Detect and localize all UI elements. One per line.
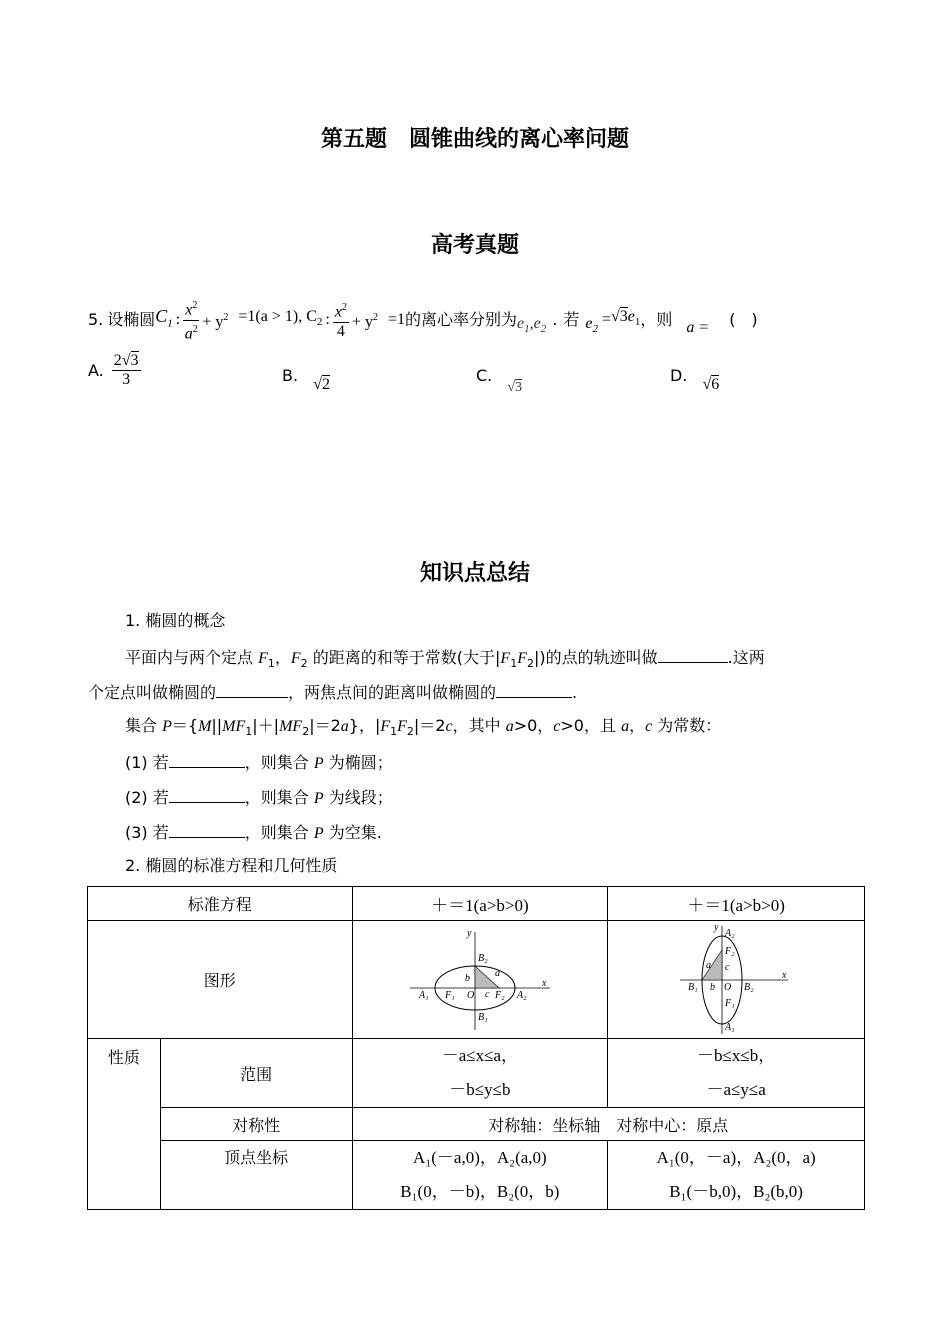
section-heading-exam: 高考真题 [430, 233, 519, 258]
vertex-h-line-2: B₁(0，－b)，B₂(0，b) [400, 1182, 560, 1201]
plus-y2-2: + $y^2$ [351, 311, 378, 331]
ellipse-horizontal-figure [405, 926, 555, 1034]
blank-case-3[interactable] [169, 821, 245, 838]
eq1: =1(a > 1), $C_2$ [238, 308, 323, 329]
cell-equation-vertical: ＋＝1(a>b>0) [608, 887, 865, 921]
cell-symmetry-label: 对称性 [160, 1108, 352, 1141]
item2-title: 2. 椭圆的标准方程和几何性质 [125, 856, 338, 875]
blank-focal-distance[interactable] [496, 681, 572, 698]
option-b-value: √2 [313, 376, 330, 393]
vertex-v-line-1: A₁(0，－a)，A₂(0，a) [656, 1148, 816, 1167]
range-v-line-1: －b≤x≤b， [697, 1046, 776, 1065]
option-a-value: $\frac{2√3}{3}$ [113, 352, 139, 388]
cell-vertex-vertical [608, 1141, 865, 1210]
cell-graph-horizontal [352, 921, 608, 1039]
label-a: a [494, 967, 500, 979]
if: 若 [563, 310, 580, 329]
focal-triangle-v [702, 950, 722, 980]
label-o-v: O [724, 981, 732, 993]
range-v-line-2: －a≤y≤a [706, 1080, 766, 1099]
eq-sqrt: = [601, 311, 611, 328]
table-row-vertex [88, 1141, 865, 1210]
cell-vertex-horizontal [352, 1141, 608, 1210]
option-d-value: √6 [702, 376, 720, 393]
question-lead: 设椭圆 [107, 310, 156, 329]
paragraph-set: 集合 $P=\{M||MF_1|+|MF_2|=2a\}$，$|F_1F_2|=2c$，其中 a>0，c>0，且 a，c 为常数： [125, 716, 722, 739]
item1-title: 1. 椭圆的概念 [125, 611, 226, 630]
label-a1-v: A₁ [725, 1021, 735, 1033]
range-h-line-1: －a≤x≤a， [441, 1046, 519, 1065]
option-b[interactable] [282, 366, 330, 393]
label-b: b [464, 972, 470, 984]
table-row-symmetry [88, 1108, 865, 1141]
blank-case-2[interactable] [169, 786, 245, 803]
table-row-graph [88, 921, 865, 1039]
cell-graph-vertical [608, 921, 865, 1039]
cell-range-vertical [608, 1039, 865, 1108]
a-equals: a = [686, 319, 710, 336]
page-title: 第五题 圆锥曲线的离心率问题 [320, 127, 629, 152]
c1-label: $C_1$ [155, 306, 173, 330]
then: ，则 [640, 310, 673, 329]
ellipse-properties-table [87, 886, 865, 1210]
label-f1-v: F₁ [725, 997, 735, 1009]
question-mid: 的离心率分别为 [405, 310, 518, 329]
label-x: x [541, 977, 547, 989]
sqrt3-e1: $√3e_1$ [610, 308, 641, 329]
blank-foci[interactable] [216, 681, 288, 698]
option-d[interactable] [670, 366, 720, 393]
label-x-v: x [782, 969, 787, 981]
option-a[interactable] [88, 352, 141, 389]
option-d-label: D. [670, 366, 688, 385]
label-f2-v: F₂ [725, 945, 735, 957]
cell-standard-equation: 标准方程 [88, 887, 353, 921]
section-heading-summary: 知识点总结 [419, 561, 530, 586]
option-a-label: A. [88, 360, 104, 380]
cell-range-horizontal [352, 1039, 608, 1108]
label-b2-v: B₂ [744, 981, 754, 993]
range-h-line-2: －b≤y≤b [449, 1080, 511, 1099]
frac-x2-4: $\frac{x^2}{4}$ [333, 299, 349, 340]
case-1: (1) 若 ，则集合 P 为椭圆； [125, 753, 393, 772]
option-b-label: B. [282, 366, 299, 385]
frac-x2-a2: $\frac{x^2}{a^2}$ [183, 297, 199, 343]
colon: : [175, 311, 181, 328]
cell-equation-horizontal: ＋＝1(a>b>0) [352, 887, 608, 921]
paragraph-definition-1: 平面内与两个定点 $F_1$，$F_2$ 的距离的和等于常数(大于$|F_1F_2|$)的点的轨迹叫做 .这两 [125, 648, 765, 671]
paragraph-definition-2: 个定点叫做椭圆的 ，两焦点间的距离叫做椭圆的 . [88, 683, 578, 702]
question-number: 5. [88, 310, 104, 329]
cell-symmetry: 对称轴：坐标轴 对称中心：原点 [352, 1108, 865, 1141]
cell-properties: 性质 [88, 1039, 161, 1210]
cell-range-label: 范围 [160, 1039, 352, 1108]
cell-vertex-label: 顶点坐标 [160, 1141, 352, 1210]
option-c[interactable] [476, 366, 523, 395]
e1-e2: $e_1,e_2$ [517, 315, 547, 336]
cell-graph-label: 图形 [88, 921, 353, 1039]
plus-y2: + $y^2$ [202, 311, 229, 331]
eq2: =1 [387, 311, 405, 328]
question-5 [88, 298, 758, 342]
table-row-standard-equation [88, 887, 865, 921]
label-b2: B₂ [477, 952, 488, 964]
option-c-label: C. [476, 366, 493, 385]
label-a1: A₁ [418, 989, 429, 1001]
label-y-v: y [714, 923, 719, 933]
label-b1: B₁ [477, 1011, 488, 1023]
option-c-value: √3 [507, 380, 523, 395]
label-c-v: c [725, 961, 730, 973]
label-a2-v: A₂ [725, 927, 735, 939]
label-a-v: a [706, 959, 712, 971]
table-row-range [88, 1039, 865, 1108]
label-f2: F₂ [494, 989, 505, 1001]
e2: $e_2$ [585, 315, 598, 336]
label-b1-v: B₁ [688, 981, 698, 993]
case-2: (2) 若 ，则集合 P 为线段； [125, 788, 393, 807]
label-b-v: b [710, 981, 716, 993]
label-f1: F₁ [444, 989, 455, 1001]
vertex-v-line-2: B₁(－b,0)，B₂(b,0) [669, 1182, 803, 1201]
blank-case-1[interactable] [169, 751, 245, 768]
vertex-h-line-1: A₁(－a,0)，A₂(a,0) [413, 1148, 547, 1167]
colon-2: : [325, 311, 330, 328]
label-a2: A₂ [516, 989, 527, 1001]
dot: . [552, 310, 558, 329]
label-c: c [484, 988, 490, 1000]
label-y: y [466, 927, 472, 939]
case-3: (3) 若 ，则集合 P 为空集. [125, 823, 382, 842]
answer-paren: ( ) [729, 310, 758, 329]
ellipse-vertical-figure [676, 924, 796, 1036]
label-o: O [466, 989, 475, 1001]
blank-locus[interactable] [658, 646, 728, 663]
